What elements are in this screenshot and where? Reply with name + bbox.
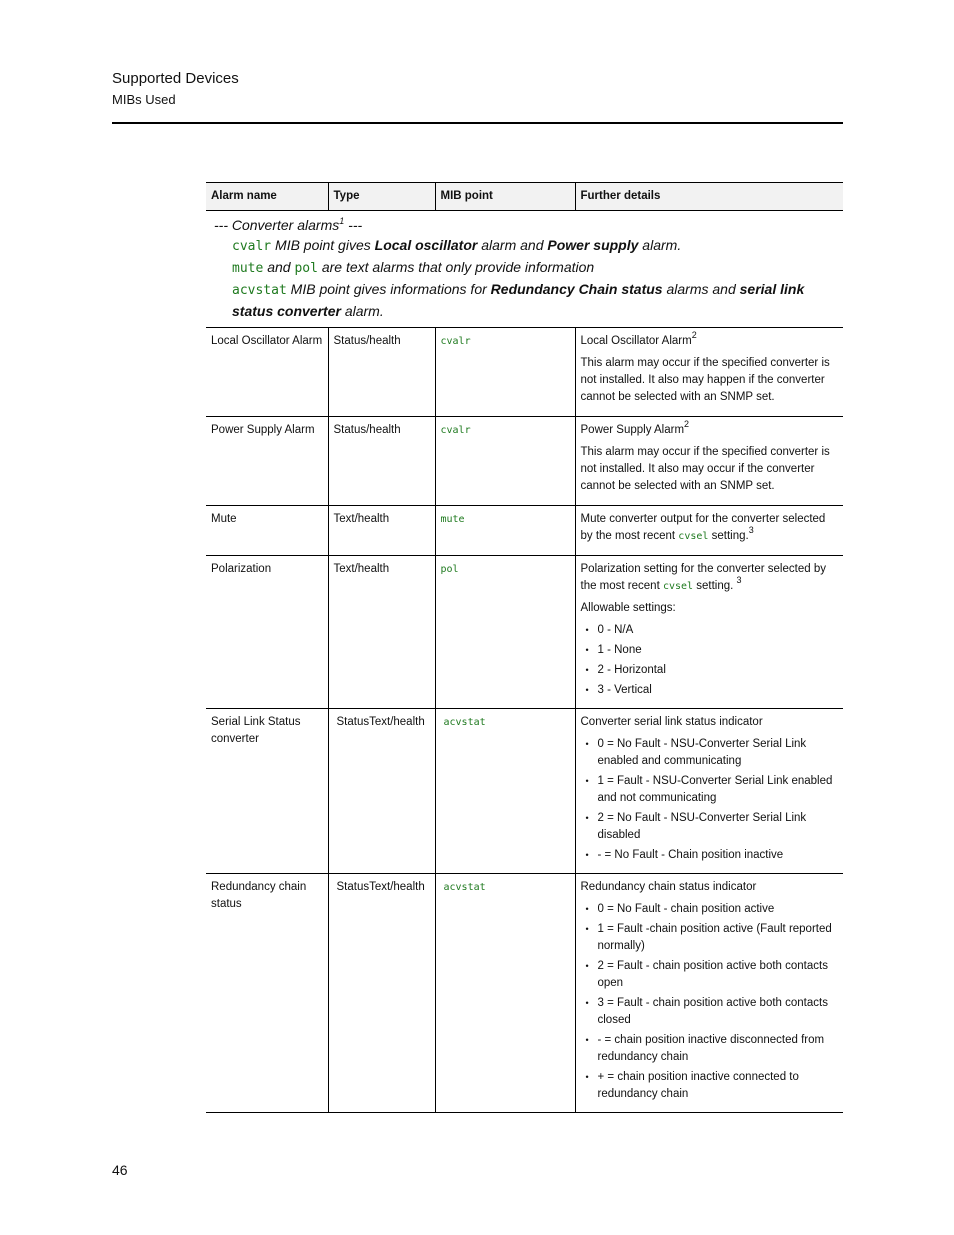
column-header-alarm-name: Alarm name: [206, 183, 328, 211]
details-cell: Polarization setting for the converter selected by the most recent cvsel setting. $^3$ Allowable settings: • 0 - N/A • 1 - None • 2 - Horizontal • 3 - Vertical: [575, 556, 843, 709]
column-header-further-details: Further details: [575, 183, 843, 211]
list-item: • - = chain position inactive disconnected from redundancy chain: [581, 1032, 839, 1066]
mib-point-cell: pol: [435, 556, 575, 709]
details-cell: Converter serial link status indicator • 0 = No Fault - NSU-Converter Serial Link enabled and communicating • 1 = Fault - NSU-Converter Serial Link enabled and not communicating • 2 = No Fault - NSU-Converter Serial Link disabled • - = No Fault - Chain position inactive: [575, 709, 843, 874]
mib-point-cell: cvalr: [435, 328, 575, 417]
mib-point-cell: mute: [435, 506, 575, 556]
list-item: • + = chain position inactive connected to redundancy chain: [581, 1069, 839, 1103]
table-header-row: [206, 183, 843, 211]
column-header-type: Type: [328, 183, 435, 211]
type-cell: Text/health: [328, 506, 435, 556]
running-header-title: Supported Devices: [112, 70, 239, 87]
list-item: • - = No Fault - Chain position inactive: [581, 847, 839, 864]
type-cell: Text/health: [328, 556, 435, 709]
details-cell: Power Supply Alarm$^2$ This alarm may occur if the specified converter is not installed. It also may occur if the converter cannot be selected with an SNMP set.: [575, 417, 843, 506]
table-row: [206, 556, 843, 709]
alarm-name-cell: Power Supply Alarm: [206, 417, 328, 506]
mib-alarm-table: [206, 182, 843, 1113]
list-item: • 3 - Vertical: [581, 682, 839, 699]
note-line-acvstat: acvstat MIB point gives informations for Redundancy Chain status alarms and serial link status converter alarm.: [232, 281, 805, 319]
alarm-name-cell: Serial Link Status converter: [206, 709, 328, 874]
details-cell: Redundancy chain status indicator • 0 = No Fault - chain position active • 1 = Fault -chain position active (Fault reported normally) • 2 = Fault - chain position active both contacts open • 3 = Fault - chain position active both contacts closed • - = chain position inactive disconnected from redundancy chain • + = chain position inactive connected to redundancy chain: [575, 874, 843, 1113]
table-row: [206, 417, 843, 506]
redundancy-chain-status-list: [581, 901, 839, 1103]
alarm-name-cell: Mute: [206, 506, 328, 556]
page-number: 46: [112, 1162, 128, 1178]
note-heading: --- Converter alarms$^1$ ---: [214, 216, 363, 233]
details-cell: Mute converter output for the converter selected by the most recent cvsel setting.$^3$: [575, 506, 843, 556]
list-item: • 0 - N/A: [581, 622, 839, 639]
mib-point-cell: cvalr: [435, 417, 575, 506]
list-item: • 1 = Fault - NSU-Converter Serial Link enabled and not communicating: [581, 773, 839, 807]
converter-alarms-note-row: [206, 211, 843, 328]
list-item: • 1 = Fault -chain position active (Fault reported normally): [581, 921, 839, 955]
table-row: [206, 709, 843, 874]
table-row: [206, 328, 843, 417]
list-item: • 0 = No Fault - NSU-Converter Serial Link enabled and communicating: [581, 736, 839, 770]
serial-link-status-list: [581, 736, 839, 864]
note-line-cvalr: cvalr MIB point gives Local oscillator alarm and Power supply alarm.: [232, 237, 682, 254]
alarm-name-cell: Redundancy chain status: [206, 874, 328, 1113]
running-header-subtitle: MIBs Used: [112, 92, 176, 107]
note-line-mute-pol: mute and pol are text alarms that only provide information: [232, 259, 595, 276]
column-header-mib-point: MIB point: [435, 183, 575, 211]
header-divider: [112, 122, 843, 124]
type-cell: StatusText/health: [328, 709, 435, 874]
mib-point-cell: acvstat: [435, 709, 575, 874]
list-item: • 3 = Fault - chain position active both contacts closed: [581, 995, 839, 1029]
list-item: • 1 - None: [581, 642, 839, 659]
type-cell: StatusText/health: [328, 874, 435, 1113]
alarm-name-cell: Polarization: [206, 556, 328, 709]
list-item: • 2 - Horizontal: [581, 662, 839, 679]
mib-point-cell: acvstat: [435, 874, 575, 1113]
type-cell: Status/health: [328, 328, 435, 417]
list-item: • 2 = No Fault - NSU-Converter Serial Link disabled: [581, 810, 839, 844]
table-row: [206, 506, 843, 556]
allowable-settings-list: [581, 622, 839, 699]
list-item: • 2 = Fault - chain position active both contacts open: [581, 958, 839, 992]
table-row: [206, 874, 843, 1113]
type-cell: Status/health: [328, 417, 435, 506]
details-cell: Local Oscillator Alarm$^2$ This alarm may occur if the specified converter is not installed. It also may happen if the converter cannot be selected with an SNMP set.: [575, 328, 843, 417]
list-item: • 0 = No Fault - chain position active: [581, 901, 839, 918]
alarm-name-cell: Local Oscillator Alarm: [206, 328, 328, 417]
converter-alarms-note: [206, 211, 843, 328]
